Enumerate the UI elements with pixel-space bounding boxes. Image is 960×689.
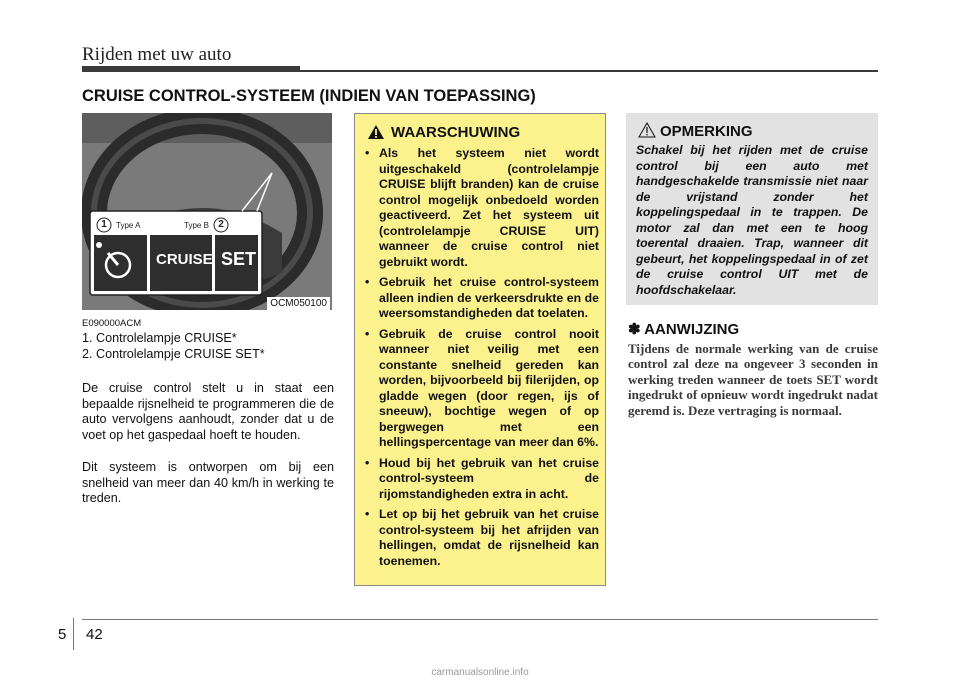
warning-item: • Houd bij het gebruik van het cruise control-systeem de rijomstandigheden extra in acht. [365, 455, 599, 501]
note-text: Schakel bij het rijden met de cruise control bij een auto met handgeschakelde transmissie niet naar de vrijstand zonder het koppelingspedaal in te trappen. De motor zal dan met een te hoog toerental draaien. Trap, wanneer dit gebeurt, het koppelingspedaal in of zet de cruise control UIT met de hoofdschakelaar. [636, 143, 868, 297]
warning-item: • Gebruik het cruise control-systeem alleen indien de verkeersdrukte en de weersomstandigheden dat toelaten. [365, 275, 599, 320]
figure-code: OCM050100 [267, 297, 330, 310]
cruise-indicator-label: CRUISE [156, 251, 213, 268]
callout-number-1: 1 [101, 219, 107, 230]
steering-wheel-figure [82, 113, 332, 310]
set-indicator-label: SET [221, 249, 257, 269]
warning-item: • Gebruik de cruise control nooit wanneer niet veilig met een constante snelheid gereden kan worden, bijvoorbeeld bij filerijden, op gladde wegen (door regen, ijs of sneeuw), bochtige wegen of op bergwegen met een hellingspercentage van meer dan 6%. [365, 326, 599, 449]
paragraph-2: Dit systeem is ontworpen om bij een snelheid van meer dan 40 km/h in werking te treden. [82, 460, 334, 506]
type-b-label: Type B [184, 221, 209, 230]
warning-title: WAARSCHUWING [391, 124, 521, 141]
header-rule [82, 66, 300, 72]
paragraph-1: De cruise control stelt u in staat een bepaalde rijsnelheid te programmeren die de auto vervolgens aanhoudt, zonder dat u de voet op het gaspedaal hoeft te houden. [82, 381, 334, 442]
header-title: Rijden met uw auto [82, 44, 232, 65]
warning-item: • Let op bij het gebruik van het cruise control-systeem bij het afrijden van hellingen, omdat de rijsnelheid kan toenemen. [365, 507, 599, 568]
watermark: carmanualsonline.info [431, 667, 529, 678]
type-a-label: Type A [116, 221, 141, 230]
warning-box [354, 113, 606, 586]
steering-wheel-illustration [82, 113, 332, 310]
footer-divider [73, 618, 74, 650]
header-rule-thin [300, 70, 878, 72]
warning-list [365, 146, 599, 574]
callout-number-2: 2 [218, 219, 224, 230]
caution-triangle-icon [638, 122, 656, 138]
tip-title: ✽ AANWIJZING [628, 321, 740, 338]
section-title: CRUISE CONTROL-SYSTEEM (INDIEN VAN TOEPASSING) [82, 87, 536, 105]
footer-rule [82, 619, 878, 620]
section-number: 5 [58, 626, 67, 643]
tip-text: Tijdens de normale werking van de cruise control zal deze na ongeveer 3 seconden in werking treden wanneer de toets SET wordt ingedrukt of opnieuw wordt ingedrukt nadat geremd is. Deze vertraging is normaal. [628, 341, 878, 418]
list-item-1: 1. Controlelampje CRUISE* [82, 331, 237, 345]
warning-triangle-icon [367, 124, 385, 140]
list-item-2: 2. Controlelampje CRUISE SET* [82, 347, 265, 361]
warning-item: • Als het systeem niet wordt uitgeschakeld (controlelampje CRUISE blijft branden) kan de cruise control mogelijk onbedoeld worden geactiveerd. Zet het systeem uit (controlelampje CRUISE UIT) wanneer de cruise control niet gebruikt wordt. [365, 146, 599, 269]
note-box [626, 113, 878, 305]
page-number: 42 [86, 626, 103, 643]
note-title: OPMERKING [660, 123, 753, 140]
reference-code: E090000ACM [82, 318, 142, 329]
